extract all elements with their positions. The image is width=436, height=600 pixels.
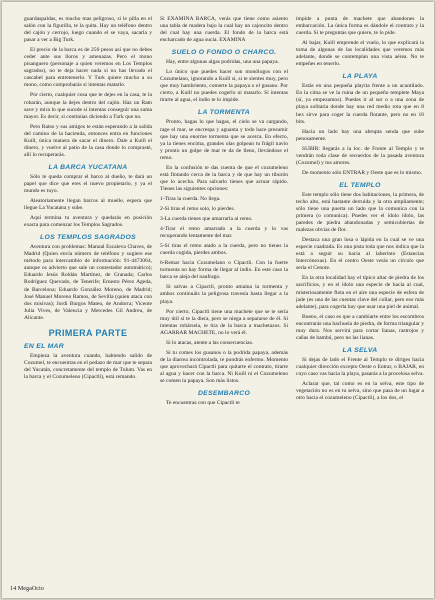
- paragraph: Si dejas de lado el Frente al Templo te diriges hacia cualquier dirección excepto Oeste o Entrar, o BAJAR, en cuyo caso vas hacia la playa, pasarás a la procelosa selva.: [296, 356, 424, 377]
- subheading-la-tormenta: LA TORMENTA: [198, 109, 250, 117]
- text-columns: [24, 16, 424, 574]
- column-2: [160, 16, 288, 574]
- paragraph: Pronto, hagas lo que hagas, el cielo se va cargando, rage el mar, se encrespa y aguanta y todo hace presumir que hay una enorme tormenta que se acerca. En efecto, ya la tienes encima, grandes olas golpean tu frágil navío y pronto un golpe de mar te da de lleno, llevándose el remo.: [160, 119, 288, 161]
- paragraph: De momento sólo ENTRAR y Oeste que es lo mismo.: [302, 169, 423, 176]
- paragraph: Bueno, el caso es que a cambiarte entre los escombros encontrarás una hachuela de piedra, de forma triangular y muy dura. Nos servirá para cortar lianas, rastrojos y cañas de bambú, pero no las lianas.: [296, 313, 424, 341]
- subheading-barca-yucatana: LA BARCA YUCATANA: [48, 163, 128, 171]
- paragraph: Destaca una gran losa o lápida en la cual se ve una especie cuadrada. Es una pista toda que nos indica que la está a seguir su hacia al laberinto (Estancias Intercónexas). En el centro Oeste verás un círculo que sería el Cenote.: [296, 237, 424, 272]
- paragraph: Por cierto, cualquier cosa que te dejes en la casa, te la robarán, aunque la dejes dentro del cajón. Haz un Ram save y mira lo que sucede si intentas conseguir una suma mayor. Es decir, si continúas diciendo a Turk que no.: [24, 92, 152, 120]
- paragraph: Hay, entre algunas algas podridas, una una papaya.: [166, 59, 280, 66]
- list-item: 3-La cuerda tienes que amarrarla al remo.: [160, 216, 253, 223]
- paragraph: SUBIR: llegarás a la loc. de Frente al Templo y te vendrán toda clase de recuerdos de la pasada aventura (Cozumel) y tus amores.: [296, 145, 424, 166]
- paragraph: Te encuentras con que Cipactli te: [166, 400, 240, 407]
- paragraph: Aventura con problemas: Manual Escaleva Chaves, de Madrid (Quien envía número de teléfono y sugiere ese método para intercambio de información: 91-4473064, aunque os advierto que sale un contestador automático); Eduardo Jesús Roldán Martínez, de Granada; Carlos Rodríguez Quevado, de Tenerife; Ernesto Pérez Ageda, de Barcelona; Eduardo González Moreno, de Madrid; José Manuel Moreno Ramos, de Sevilla (quien ataca con dos misivas); Jordi Burgos Mateu, de Andorra; Vicente Julia Vives, de Valencia y Mercedes Gil Andreu, de Alicante.: [24, 244, 152, 321]
- paragraph: Aquí termina tu aventura y quedarás en posición exacta para comenzar los Templos Sagrados.: [24, 215, 152, 229]
- paragraph: En la confusión te das cuenta de que el cozumeleno está flotando cerca de la barca y de que hay un tiburón que lo acecha. Para salvarlo tienes que actuar rápido. Tienes las siguientes opciones:: [160, 164, 288, 192]
- paragraph: guardaspaldas, es mucho mas peligroso, si le pilla en el salón con la figurilla, te la quita. Hay un teléfono dentro del cajón y cerrojo, luego cuando el se vaya, sacarla y pasar a ver a Big Turk.: [24, 16, 152, 44]
- paragraph: impide a punta de machete que abandones la embarcación. La única forma es dándole el contrato y la cuerda. Si te preguntas que quiere, te lo pide.: [296, 16, 424, 37]
- subheading-la-selva: LA SELVA: [342, 346, 378, 354]
- list-item: 5-Si tiras el remo atado a la cuerda, pero no tienes la cuerda cogida, pierdes ambos.: [160, 243, 288, 257]
- column-1: [24, 16, 152, 574]
- subheading-desembarco: DESEMBARCO: [197, 390, 251, 398]
- paragraph: Al bajar, Kuill emprende el vuelo, lo que explicará la toma de algunas de las localidades que veremos más adelante, donde se contemplan una vista aérea. No te empeñes en tenerlo.: [296, 40, 424, 68]
- paragraph: El precio de la barca es de 250 pesos así que no debes ceder ante sus lloros y amenazas. Pero el mono pisanguero (personaje a quien veremos en Los Templos sagrados), no te deja hacer nada si no has llevado el cascabel para entretenerlo. Y Turk quiere mucho a su mono, como comprobarás si intentas matarlo.: [24, 47, 152, 89]
- paragraph: Este templo sólo tiene dos habitaciones, la primera, de techo alto, está bastante derruida y la otra ampliamente; sólo tiene una puerta un lado que la comunica con la primera (o comunica). Puedes ver el ídolo ídolo, las paredes de piedra abandonadas y semicubiertas de malezas obvias de flor.: [296, 191, 424, 234]
- section-heading-primera-parte: PRIMERA PARTE: [48, 327, 128, 338]
- list-item: 2-Si tiras el remo solo, lo pierdes.: [160, 205, 235, 212]
- column-3: [296, 16, 424, 574]
- list-item: 6-Remar hacia Cozumelano o Cipactli. Con la fuerte tormenta no hay forma de llegar al indio. En este caso la barca se aleja del naufrago.: [160, 260, 288, 281]
- paragraph: Aclarar que, tal como es en la selva, este tipo de vegetación no es en tu selva, sino que pasa de un lugar a otro hacia el cozumeleno (Cipactli), a los dos, el: [296, 380, 424, 402]
- magazine-page: [2, 2, 434, 598]
- paragraph: Empieza la aventura cuando, habiendo salido de Cozumel, te encuentras en el pedazo de mar que te separa del Yucatán, concretamente del templo de Tulum. Vas en la barca y el Cozumeleno (Cipactli), está remando.: [24, 352, 152, 380]
- paragraph: En la otra localidad hay el típico altar de piedra de los sacrificios, y en el ídolo una especie de hacia al cual, misteriosamente flota en el aire una especie de esfera de jade (es una de las cuentas clave del collar, pero eso más adelante), para cogerla hay que usar una piel de animal.: [296, 275, 424, 310]
- subheading-en-el-mar: EN EL MAR: [24, 342, 64, 350]
- list-item: 1-Tiras la cuerda. No llega.: [160, 195, 221, 202]
- paragraph: Si tu comes los gusanos o la podrida papaya, además de la diarrea incontrolada, te pondrás enfermo. Momento que aprovechará Cipactli para quitarte el contrato, tirarte al agua y hacer con la barca. Ni Kuill ni el Cozumeleno se comen la papaya. Son más listos.: [160, 349, 288, 384]
- paragraph: Por cierto, Cipactli tiene una machete que se te sería muy útil si te la diera, pero se niega a separarse de él. Si intentas robársela, te tira de la barca a machetazos. Si AGARRAR MACHETE, no lo verá él.: [160, 308, 288, 336]
- paragraph: Lo único que puedes hacer son monólogos con el Cozumelano, ignorando a Kuill si, si te sientes muy, pero que muy hambriento, comerte la papaya o el gusano. Por cierto, a Kuill no puedes cogerlo ni matarlo. Si intentas tirarte al agua, el indio te lo impide.: [160, 69, 288, 104]
- subheading-templos-sagrados: LOS TEMPLOS SAGRADOS: [40, 234, 136, 242]
- paragraph: Si EXAMINA BARCA, verás que tiene como asiento una tabla de madera bajo la cual hay un cajoncito dentro del cual hay una cuerda. El fondo de la barca está encharcado de agua sucia. EXAMINA: [160, 16, 288, 44]
- paragraph: Si lo atacas, atente a las consecuencias.: [166, 339, 254, 346]
- subheading-el-templo: EL TEMPLO: [339, 181, 381, 189]
- subheading-la-playa: LA PLAYA: [342, 73, 378, 81]
- paragraph: Sólo te queda comprar el barco al dueño, te dará un papel que dice que eres el nuevo propietario, y ya el mundo es tuyo.: [24, 173, 152, 194]
- list-item: 4-Tirar el remo amarrado a la cuerda y lo vas recuperando lentamente del mar.: [160, 226, 288, 240]
- page-footer: 14 MegaOcio: [10, 585, 44, 592]
- paragraph: Si salvas a Cipactli, pronto amaina la tormenta y ambos continuáis la peligrosa travesía hasta llegar a la playa.: [160, 284, 288, 305]
- paragraph: Aleatoriamente llegan barcos al muelle, espera que llegue La Yucatana y sube.: [24, 198, 152, 212]
- paragraph: Hacia un lado hay una abrupta senda que sube penosamente.: [296, 128, 424, 142]
- subheading-suelo-fondo-charco: SUELO O FONDO O CHARCO.: [171, 49, 277, 57]
- paragraph: Pero Ratso y sus amigos te están esperando a la salida del camino de la hacienda, entonces entra en funciones Kuill, única manera de sacar el dinero. Dale a Kuill el dinero, y vuelve al patio de la casa donde lo comprasté, allí lo recuperarás.: [24, 123, 152, 158]
- paragraph: Estás en una pequeña playita frente a un acantilado. En la cima se ve la ruina de un pequeño templete Maya (sí, ya empezamos). Puedes ir al sur o a una zona de playa solitaria donde hay una red medio rota que en 8 hex sirve para coger la cuerda flotante, pero no en 16 bits.: [296, 83, 424, 125]
